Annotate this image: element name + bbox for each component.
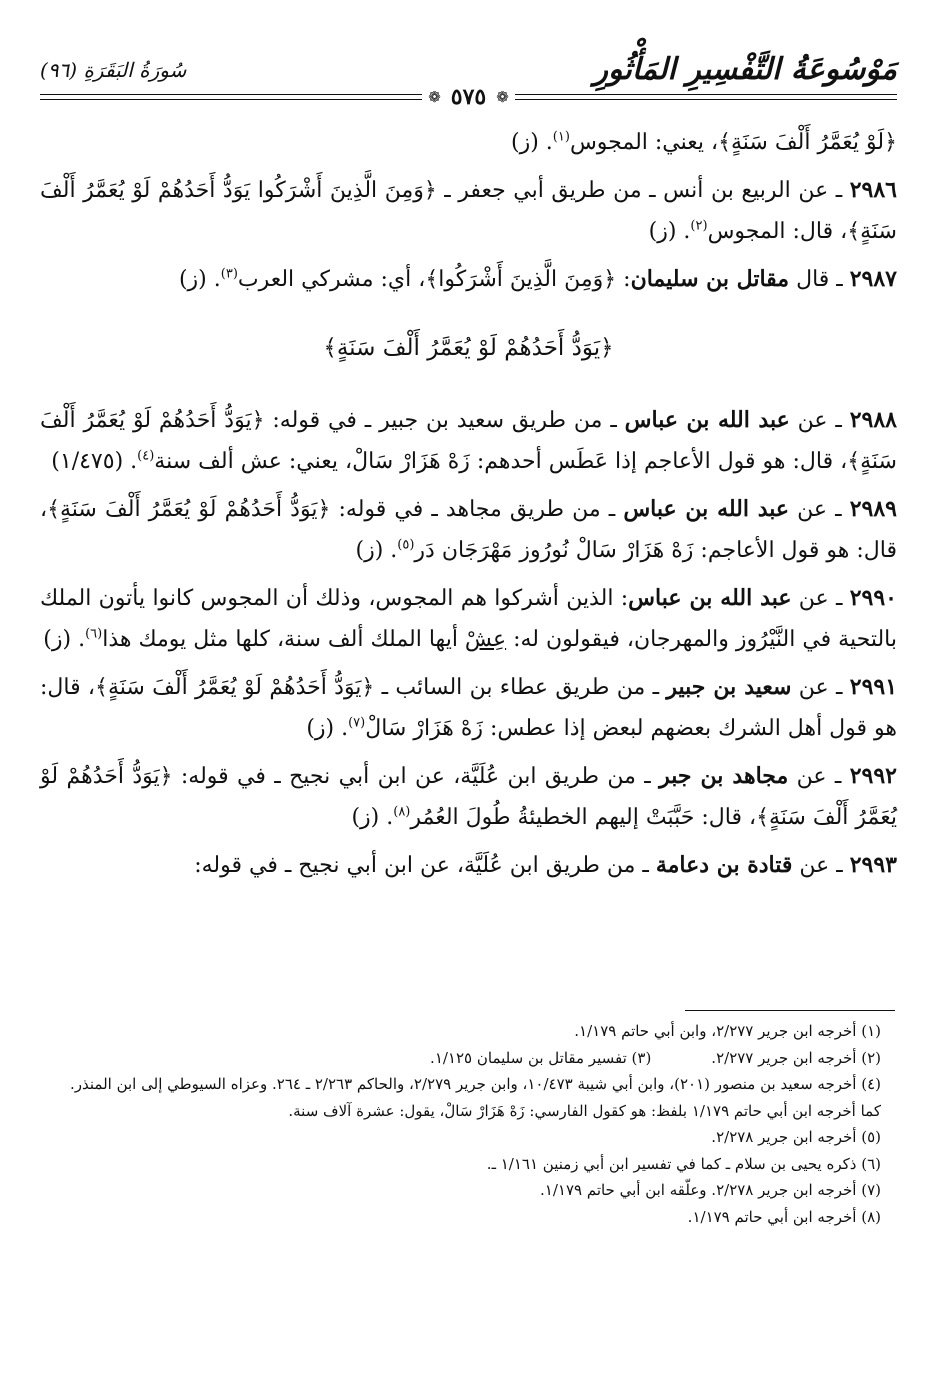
footnote: (١) أخرجه ابن جرير ٢/٢٧٧، وابن أبي حاتم ١/١٧٩. xyxy=(574,1022,881,1040)
text: ـ عن xyxy=(788,763,850,789)
ref-code: . (ز) xyxy=(355,538,398,563)
narrator-name: مجاهد بن جبر xyxy=(659,762,789,789)
footnote-ref: (١) xyxy=(552,129,570,145)
text: ـ عن xyxy=(792,852,850,878)
ref-code: . (١/٤٧٥) xyxy=(51,449,138,474)
ref-code: . (ز) xyxy=(306,716,349,741)
text: ـ من طريق سعيد بن جبير ـ في قوله: xyxy=(264,407,625,433)
quran-verse: ﴿وَمِنَ الَّذِينَ أَشْرَكُوا﴾ xyxy=(425,266,617,292)
text: ـ من طريق ابن عُلَيَّة، عن ابن أبي نجيح ـ في قوله: xyxy=(194,852,656,878)
footnote-ref: (٨) xyxy=(393,804,411,820)
quran-verse: ﴿يَوَدُّ أَحَدُهُمْ لَوْ يُعَمَّرُ أَلْفَ سَنَةٍ﴾ xyxy=(95,674,375,700)
footnote: (٦) ذكره يحيى بن سلام ـ كما في تفسير ابن أبي زمنين ١/١٦١ ـ. xyxy=(486,1154,881,1173)
ref-code: . (ز) xyxy=(178,266,221,292)
narration-number: ٢٩٩٢ xyxy=(849,762,897,789)
footnote: (٤) أخرجه سعيد بن منصور (٢٠١)، وابن أبي شيبة ١٠/٤٧٣، وابن جرير ٢/٢٧٩، والحاكم ٢/٢٦٣ ـ ٢٦٤. وعزاه السيوطي إلى ابن المنذر. كما أخرجه ابن أبي حاتم ١/١٧٩ بلفظ: هو كقول الفارسي: زَهْ هَزَارْ سَالْ، يقول: عشرة آلاف سنة. xyxy=(70,1075,881,1120)
section-heading: ﴿يَوَدُّ أَحَدُهُمْ لَوْ يُعَمَّرُ أَلْفَ سَنَةٍ﴾ xyxy=(323,335,614,361)
footnote: (٥) أخرجه ابن جرير ٢/٢٧٨. xyxy=(711,1128,881,1146)
text: ، أي: مشركي العرب xyxy=(237,266,426,292)
narrator-name: عبد الله بن عباس xyxy=(628,584,792,611)
narration-number: ٢٩٨٨ xyxy=(849,406,897,433)
narrator-name: قتادة بن دعامة xyxy=(655,851,793,878)
footnote: (٧) أخرجه ابن جرير ٢/٢٧٨. وعلّقه ابن أبي حاتم ١/١٧٩. xyxy=(540,1181,881,1199)
narration-number: ٢٩٩٣ xyxy=(849,851,897,878)
text: ـ من طريق مجاهد ـ في قوله: xyxy=(330,496,624,522)
text: ـ عن xyxy=(791,674,850,700)
ref-code: . (ز) xyxy=(351,805,394,830)
narration xyxy=(40,667,897,750)
page-number-row xyxy=(40,82,897,112)
quran-verse: ﴿لَوْ يُعَمَّرُ أَلْفَ سَنَةٍ﴾ xyxy=(718,130,897,155)
footnote: (٢) أخرجه ابن جرير ٢/٢٧٧. xyxy=(711,1048,881,1067)
footnote-ref: (٧) xyxy=(348,715,366,731)
narration xyxy=(40,845,897,887)
footnotes xyxy=(52,1018,881,1230)
narration-number: ٢٩٨٩ xyxy=(849,495,897,522)
narration xyxy=(40,259,897,301)
quran-verse: ﴿وَمِنَ الَّذِينَ أَشْرَكُوا يَوَدُّ أَحَدُهُمْ لَوْ يُعَمَّرُ أَلْفَ سَنَةٍ﴾ xyxy=(40,177,897,244)
narration xyxy=(40,578,897,661)
text: ، قال: هو قول الأعاجم: زَهْ هَزَارْ سَالْ نُورُوز مَهْرَجَان دَر xyxy=(40,496,897,563)
footnote-ref: (٢) xyxy=(690,218,708,234)
ornament-icon: ❁ xyxy=(496,88,509,106)
text: ـ عن الربيع بن أنس ـ من طريق أبي جعفر ـ xyxy=(436,177,850,203)
footnote-separator xyxy=(685,1010,895,1011)
ref-code: . (ز) xyxy=(648,219,691,244)
page-number: ٥٧٥ xyxy=(450,84,487,110)
text: ، يعني: المجوس xyxy=(569,130,719,155)
narration-number: ٢٩٩٠ xyxy=(849,584,897,611)
header-rule-left xyxy=(40,94,422,100)
text: ، قال: هو قول أهل الشرك بعضهم لبعض إذا عطس: زَهْ هَزَارْ سَالْ xyxy=(40,674,897,741)
text: ـ عن xyxy=(789,496,850,522)
header-rule-right xyxy=(515,94,897,100)
page-header xyxy=(40,50,897,112)
footnote: (٣) تفسير مقاتل بن سليمان ١/١٢٥. xyxy=(430,1048,652,1067)
narrator-name: سعيد بن جبير xyxy=(666,673,792,700)
text: ـ عن xyxy=(791,585,850,611)
ornament-icon: ❁ xyxy=(428,88,441,106)
footnote-ref: (٣) xyxy=(220,266,238,282)
footnote-ref: (٥) xyxy=(397,537,415,553)
footnote-ref: (٤) xyxy=(137,448,155,464)
text: أيها الملك ألف سنة، كلها مثل يومك هذا xyxy=(102,627,465,652)
main-text xyxy=(40,122,897,892)
text: ، قال: المجوس xyxy=(707,219,848,244)
text: ـ من طريق ابن عُلَيَّة، عن ابن أبي نجيح ـ في قوله: xyxy=(172,763,660,789)
footnote-ref: (٦) xyxy=(85,626,103,642)
narration-number: ٢٩٨٧ xyxy=(849,265,897,292)
text: ، قال: هو قول الأعاجم إذا عَطَس أحدهم: زَهْ هَزَارْ سَالْ، يعني: عش ألف سنة xyxy=(154,449,848,474)
text: : xyxy=(616,266,631,292)
text: ـ من طريق عطاء بن السائب ـ xyxy=(374,674,667,700)
quran-verse: ﴿يَوَدُّ أَحَدُهُمْ لَوْ يُعَمَّرُ أَلْفَ سَنَةٍ﴾ xyxy=(40,407,897,474)
narration xyxy=(40,756,897,839)
footnote-row xyxy=(52,1045,881,1072)
text: ، قال: حَبَّبَتْ إليهم الخطيئةُ طُولَ العُمُر xyxy=(410,805,757,830)
narrator-name: عبد الله بن عباس xyxy=(624,406,790,433)
text: : الذين أشركوا هم المجوس، وذلك أن المجوس كانوا يأتون الملك بالتحية في النَّيْرُوز والمهرجان، فيقولون له: xyxy=(40,585,897,652)
narrator-name: عبد الله بن عباس xyxy=(623,495,790,522)
ref-code: . (ز) xyxy=(43,627,86,652)
text: ـ عن xyxy=(789,407,850,433)
narration xyxy=(40,170,897,253)
footnote: (٨) أخرجه ابن أبي حاتم ١/١٧٩. xyxy=(687,1207,881,1226)
narration-number: ٢٩٨٦ xyxy=(849,176,897,203)
narration xyxy=(40,489,897,572)
ref-code: . (ز) xyxy=(511,130,553,155)
narration-number: ٢٩٩١ xyxy=(849,673,898,700)
underlined-word: عِشْ xyxy=(464,627,507,652)
quran-verse: ﴿يَوَدُّ أَحَدُهُمْ لَوْ يُعَمَّرُ أَلْفَ سَنَةٍ﴾ xyxy=(47,496,331,522)
quran-verse: ﴿يَوَدُّ أَحَدُهُمْ لَوْ يُعَمَّرُ أَلْفَ سَنَةٍ﴾ xyxy=(40,763,897,830)
surah-label: سُورَةُ البَقَرَةِ (٩٦) xyxy=(40,58,187,82)
narration xyxy=(40,400,897,483)
book-title: مَوْسُوعَةُ التَّفْسِيرِ المَأْثُورِ xyxy=(593,52,897,87)
narrator-name: مقاتل بن سليمان xyxy=(630,265,790,292)
paragraph xyxy=(40,122,897,164)
text: ـ قال xyxy=(789,266,850,292)
